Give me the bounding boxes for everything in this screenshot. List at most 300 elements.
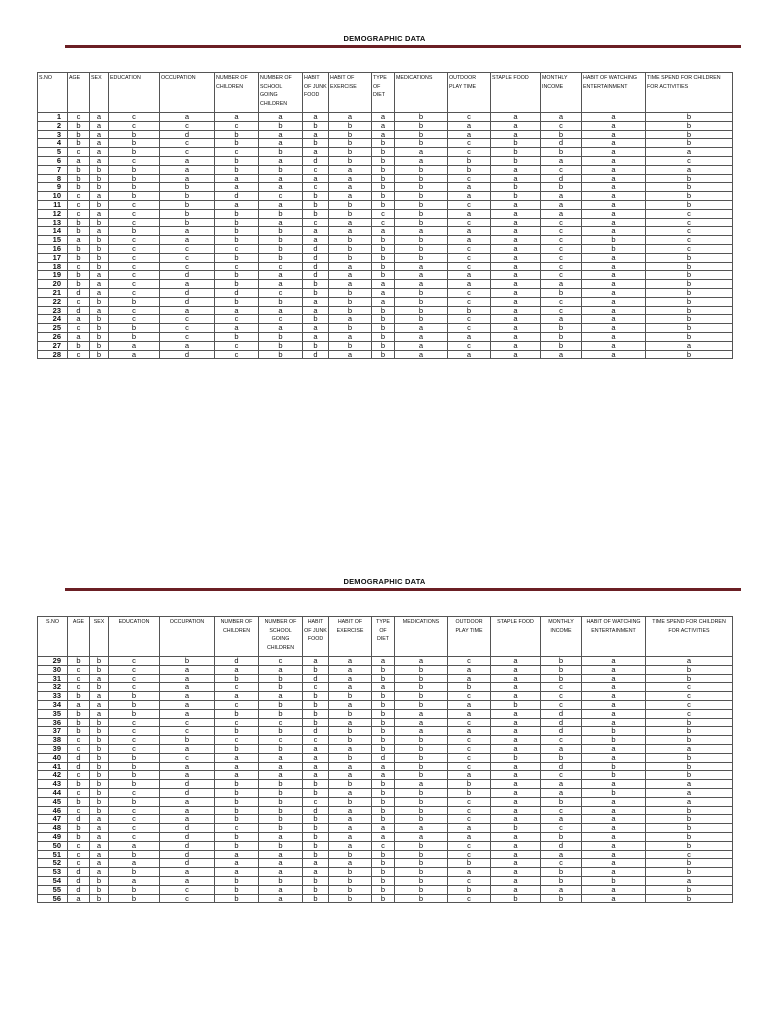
table-row [38,674,733,683]
table-cell: c [109,113,160,122]
table-cell: a [582,683,646,692]
table-cell: a [582,306,646,315]
table-cell: a [259,183,303,192]
table-cell: b [372,868,395,877]
table-cell: b [90,771,109,780]
table-cell: a [90,113,109,122]
table-cell: b [68,780,90,789]
table-cell: c [541,236,582,245]
table-cell: b [646,332,733,341]
table-cell: d [541,139,582,148]
table-cell: c [68,113,90,122]
serial-number-cell: 22 [38,297,68,306]
table-cell: a [491,200,541,209]
table-cell: c [68,297,90,306]
table-row [38,876,733,885]
table-cell: b [109,192,160,201]
column-header: OUTDOOR PLAY TIME [448,73,491,113]
serial-number-cell: 47 [38,815,68,824]
table-cell: b [90,727,109,736]
serial-number-cell: 27 [38,341,68,350]
table-cell: c [448,841,491,850]
table-cell: b [646,859,733,868]
table-cell: a [491,806,541,815]
table-cell: b [491,753,541,762]
column-header: TIME SPEND FOR CHILDREN FOR ACTIVITIES [646,73,733,113]
table-cell: a [395,156,448,165]
table-cell: c [109,271,160,280]
table-cell: a [448,209,491,218]
serial-number-cell: 20 [38,280,68,289]
table-row [38,306,733,315]
serial-number-cell: 19 [38,271,68,280]
table-cell: b [646,350,733,359]
table-cell: a [259,271,303,280]
table-cell: a [160,156,215,165]
table-cell: a [448,227,491,236]
table-row [38,165,733,174]
table-cell: c [109,280,160,289]
table-cell: c [448,692,491,701]
table-cell: b [90,683,109,692]
table-cell: a [448,236,491,245]
table-cell: b [109,130,160,139]
table-cell: c [646,700,733,709]
table-cell: c [68,262,90,271]
table-cell: a [491,709,541,718]
table-cell: a [329,165,372,174]
table-cell: b [491,192,541,201]
table-cell: b [90,885,109,894]
table-cell: a [582,280,646,289]
table-cell: a [541,744,582,753]
serial-number-cell: 18 [38,262,68,271]
table-cell: b [259,700,303,709]
table-cell: c [109,718,160,727]
table-row [38,815,733,824]
table-cell: c [646,236,733,245]
table-cell: c [259,315,303,324]
serial-number-cell: 11 [38,200,68,209]
table-row [38,736,733,745]
table-cell: b [109,165,160,174]
table-cell: a [160,806,215,815]
table-cell: b [372,332,395,341]
table-cell: a [541,200,582,209]
table-cell: c [68,324,90,333]
table-cell: b [541,657,582,666]
table-cell: a [90,280,109,289]
table-cell: c [215,824,259,833]
table-cell: c [259,718,303,727]
table-row [38,121,733,130]
table-cell: a [448,868,491,877]
table-cell: a [582,841,646,850]
table-cell: b [372,692,395,701]
column-header: S.NO [38,617,68,657]
table-cell: b [329,753,372,762]
table-cell: a [68,332,90,341]
table-cell: b [646,885,733,894]
table-cell: a [215,850,259,859]
table-cell: b [303,824,329,833]
table-cell: b [541,148,582,157]
table-cell: b [372,236,395,245]
table-cell: c [109,244,160,253]
table-cell: a [395,324,448,333]
serial-number-cell: 53 [38,868,68,877]
table-cell: a [160,341,215,350]
table-cell: a [259,174,303,183]
table-cell: b [448,165,491,174]
table-cell: b [90,788,109,797]
table-cell: b [395,700,448,709]
table-cell: a [491,244,541,253]
table-cell: a [395,718,448,727]
table-cell: b [372,200,395,209]
table-cell: c [448,113,491,122]
table-row [38,271,733,280]
table-cell: a [303,868,329,877]
table-cell: c [448,718,491,727]
table-cell: b [90,350,109,359]
table-cell: a [541,192,582,201]
table-cell: b [90,218,109,227]
table-row [38,718,733,727]
table-cell: a [329,815,372,824]
table-cell: b [541,324,582,333]
table-cell: b [395,788,448,797]
table-cell: a [582,156,646,165]
table-cell: b [646,288,733,297]
table-cell: a [372,113,395,122]
table-cell: a [372,121,395,130]
table-cell: b [90,718,109,727]
table-cell: a [303,174,329,183]
column-header: NUMBER OF CHILDREN [215,73,259,113]
table-cell: a [448,121,491,130]
table-cell: c [448,797,491,806]
table-cell: b [259,341,303,350]
table-cell: b [395,121,448,130]
table-cell: a [329,683,372,692]
table-cell: a [491,227,541,236]
table-cell: b [90,315,109,324]
table-cell: b [372,262,395,271]
table-cell: c [160,148,215,157]
serial-number-cell: 24 [38,315,68,324]
table-cell: c [109,674,160,683]
table-cell: b [646,139,733,148]
table-cell: b [646,832,733,841]
table-cell: a [491,815,541,824]
table-cell: a [646,657,733,666]
table-cell: b [259,121,303,130]
table-cell: b [329,121,372,130]
table-cell: b [303,692,329,701]
table-row [38,868,733,877]
table-cell: b [646,174,733,183]
table-cell: d [541,718,582,727]
table-cell: a [491,780,541,789]
table-cell: d [541,762,582,771]
table-cell: b [160,657,215,666]
table-cell: b [491,156,541,165]
table-cell: b [109,139,160,148]
table-cell: a [303,297,329,306]
table-cell: a [303,306,329,315]
table-cell: c [160,324,215,333]
table-cell: a [541,156,582,165]
table-cell: a [215,753,259,762]
table-cell: b [160,183,215,192]
table-cell: b [109,797,160,806]
column-header: NUMBER OF CHILDREN [215,617,259,657]
table-cell: b [372,192,395,201]
table-cell: b [395,200,448,209]
table-cell: a [448,350,491,359]
table-cell: a [541,350,582,359]
table-cell: a [259,859,303,868]
table-cell: a [395,148,448,157]
table-cell: a [395,832,448,841]
table-cell: a [491,165,541,174]
table-cell: b [215,280,259,289]
table-cell: b [448,780,491,789]
table-cell: c [541,692,582,701]
table-cell: b [395,192,448,201]
table-cell: c [646,709,733,718]
table-cell: a [160,665,215,674]
table-cell: a [491,788,541,797]
table-cell: a [646,165,733,174]
serial-number-cell: 2 [38,121,68,130]
table-cell: c [541,859,582,868]
serial-number-cell: 48 [38,824,68,833]
table-cell: b [372,244,395,253]
table-cell: b [109,753,160,762]
table-cell: b [541,130,582,139]
table-cell: b [90,876,109,885]
table-row [38,762,733,771]
table-cell: b [303,700,329,709]
table-cell: a [329,762,372,771]
table-cell: c [448,657,491,666]
table-row [38,832,733,841]
table-cell: b [646,736,733,745]
table-row [38,885,733,894]
table-cell: a [541,113,582,122]
table-cell: b [395,288,448,297]
table-cell: a [582,350,646,359]
table-cell: d [303,262,329,271]
table-cell: c [541,806,582,815]
table-cell: a [215,692,259,701]
table-cell: c [215,718,259,727]
table-cell: a [90,227,109,236]
table-cell: b [395,744,448,753]
table-cell: a [329,841,372,850]
table-cell: b [109,700,160,709]
table-cell: c [109,218,160,227]
serial-number-cell: 25 [38,324,68,333]
table-cell: b [68,174,90,183]
serial-number-cell: 8 [38,174,68,183]
table-cell: b [448,885,491,894]
table-cell: a [448,183,491,192]
table-cell: a [303,744,329,753]
header-row [38,617,733,657]
column-header: NUMBER OF SCHOOL GOING CHILDREN [259,73,303,113]
table-cell: a [491,683,541,692]
table-cell: a [582,806,646,815]
serial-number-cell: 1 [38,113,68,122]
table-cell: d [68,753,90,762]
table-cell: b [259,244,303,253]
table-cell: d [160,130,215,139]
table-cell: b [259,744,303,753]
table-cell: c [109,815,160,824]
table-cell: b [303,718,329,727]
table-cell: b [582,244,646,253]
table-cell: b [259,727,303,736]
serial-number-cell: 5 [38,148,68,157]
table-cell: b [259,227,303,236]
table-cell: b [372,718,395,727]
table-cell: b [372,876,395,885]
demographic-table [37,616,733,903]
table-cell: b [372,885,395,894]
table-cell: a [372,227,395,236]
table-cell: d [68,306,90,315]
table-cell: d [160,297,215,306]
serial-number-cell: 15 [38,236,68,245]
table-cell: b [259,236,303,245]
table-cell: b [329,850,372,859]
table-cell: b [90,736,109,745]
table-cell: a [491,736,541,745]
table-cell: a [491,665,541,674]
table-cell: b [90,665,109,674]
table-cell: b [329,868,372,877]
table-cell: a [303,236,329,245]
table-cell: c [646,209,733,218]
table-cell: c [259,657,303,666]
table-cell: c [646,218,733,227]
table-cell: a [90,700,109,709]
table-cell: a [646,780,733,789]
table-cell: c [68,209,90,218]
table-cell: a [448,665,491,674]
table-cell: c [109,288,160,297]
table-cell: b [68,139,90,148]
table-cell: c [448,736,491,745]
table-cell: a [582,674,646,683]
table-cell: b [372,174,395,183]
table-cell: b [109,885,160,894]
table-cell: c [68,806,90,815]
table-cell: a [90,859,109,868]
table-cell: b [68,709,90,718]
table-cell: a [582,174,646,183]
table-cell: a [582,718,646,727]
table-cell: a [395,824,448,833]
serial-number-cell: 36 [38,718,68,727]
table-cell: c [303,683,329,692]
table-cell: b [329,885,372,894]
table-cell: a [582,894,646,903]
table-cell: b [68,341,90,350]
table-cell: b [395,113,448,122]
table-cell: a [395,657,448,666]
table-cell: b [303,341,329,350]
table-cell: a [491,236,541,245]
table-cell: a [582,824,646,833]
column-header: SEX [90,73,109,113]
table-cell: b [372,271,395,280]
table-cell: b [372,350,395,359]
table-cell: a [372,130,395,139]
table-cell: d [303,253,329,262]
table-cell: a [259,218,303,227]
table-cell: a [329,350,372,359]
table-cell: c [160,727,215,736]
table-cell: a [160,683,215,692]
table-cell: c [448,200,491,209]
table-cell: c [109,744,160,753]
column-header: MEDICATIONS [395,73,448,113]
table-cell: a [582,271,646,280]
table-cell: a [395,280,448,289]
table-cell: a [582,130,646,139]
table-cell: b [215,780,259,789]
table-cell: b [395,665,448,674]
table-cell: b [541,665,582,674]
table-cell: b [646,262,733,271]
table-cell: a [541,885,582,894]
table-cell: c [646,683,733,692]
table-cell: b [303,315,329,324]
table-cell: a [491,841,541,850]
table-cell: a [160,236,215,245]
table-cell: b [215,139,259,148]
table-row [38,806,733,815]
table-cell: c [646,227,733,236]
table-cell: a [582,709,646,718]
table-cell: b [68,824,90,833]
table-cell: b [448,788,491,797]
table-cell: b [160,192,215,201]
table-cell: d [372,753,395,762]
table-cell: a [259,753,303,762]
table-cell: d [303,806,329,815]
serial-number-cell: 21 [38,288,68,297]
table-cell: a [215,183,259,192]
table-cell: b [215,271,259,280]
table-row [38,148,733,157]
table-cell: a [448,192,491,201]
serial-number-cell: 50 [38,841,68,850]
table-cell: b [259,674,303,683]
table-cell: a [582,324,646,333]
table-cell: a [372,288,395,297]
table-cell: a [329,271,372,280]
table-cell: c [448,297,491,306]
serial-number-cell: 7 [38,165,68,174]
table-cell: a [491,868,541,877]
column-header: HABIT OF WATCHING ENTERTAINMENT [582,617,646,657]
title-rule [65,588,741,591]
